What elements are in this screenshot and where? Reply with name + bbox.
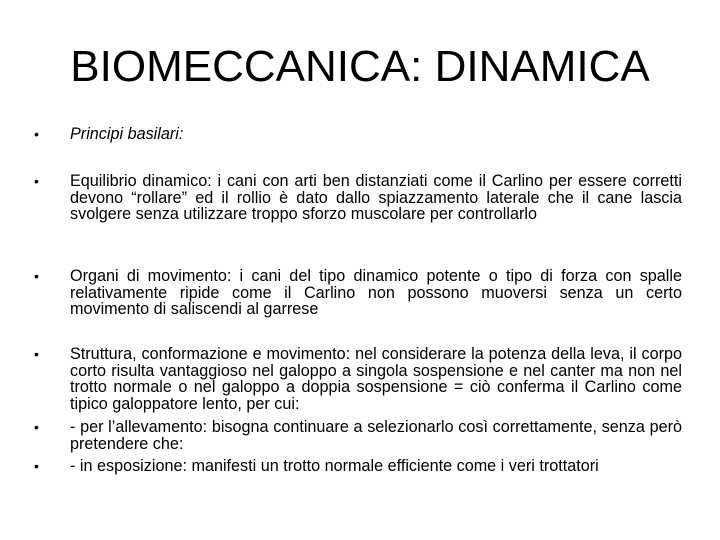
bullet-icon: • <box>34 458 39 474</box>
bullet-text: Principi basilari: <box>70 125 184 143</box>
bullet-icon: • <box>34 126 39 142</box>
bullet-text: Equilibrio dinamico: i cani con arti ben distanziati come il Carlino per essere corretti devono “rollare” ed il rollio è dato dallo spiazzamento laterale che il cane lascia svolgere senza utilizzare troppo sforzo muscolare per controllarlo <box>70 172 682 224</box>
bullet-icon: • <box>34 419 39 435</box>
slide-title: BIOMECCANICA: DINAMICA <box>70 42 650 91</box>
bullet-text: - per l’allevamento: bisogna continuare a selezionarlo così correttamente, senza però pretendere che: <box>70 418 682 453</box>
bullet-icon: • <box>34 268 39 284</box>
bullet-icon: • <box>34 173 39 189</box>
bullet-icon: • <box>34 346 39 362</box>
bullet-text: Struttura, conformazione e movimento: nel considerare la potenza della leva, il corpo corto risulta vantaggioso nel galoppo a singola sospensione e nel canter ma non nel trotto normale o nel galoppo a doppia sospensione = ciò conferma il Carlino come tipico galoppatore lento, per cui: <box>70 345 682 413</box>
bullet-text: - in esposizione: manifesti un trotto normale efficiente come i veri trottatori <box>70 457 599 475</box>
bullet-text: Organi di movimento: i cani del tipo dinamico potente o tipo di forza con spalle relativamente ripide come il Carlino non possono muoversi senza un certo movimento di saliscendi al garrese <box>70 267 682 319</box>
